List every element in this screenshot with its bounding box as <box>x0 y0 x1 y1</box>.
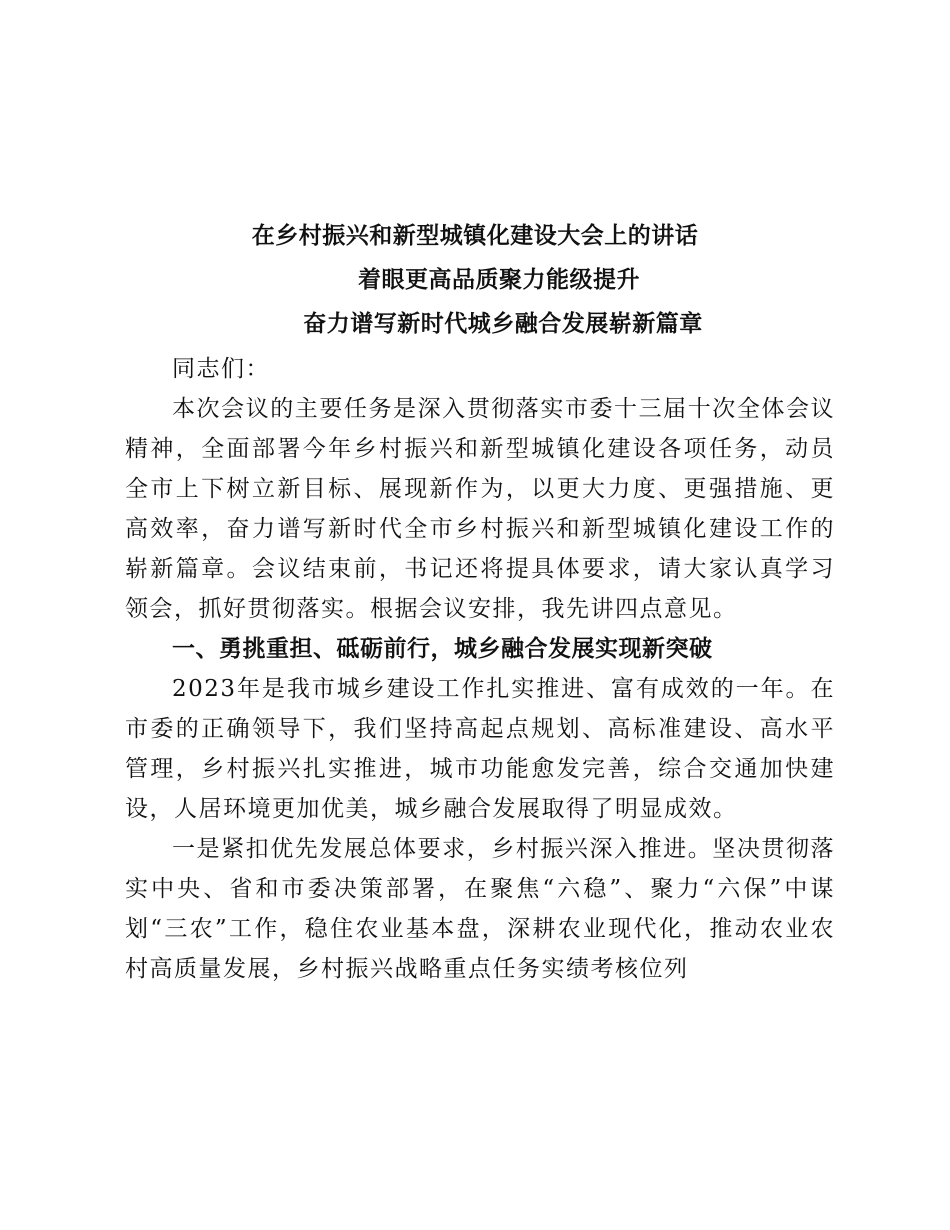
title-block <box>0 214 950 346</box>
section1-paragraph-2: 一是紧扣优先发展总体要求，乡村振兴深入推进。坚决贯彻落实中央、省和市委决策部署，在聚焦“六稳”、聚力“六保”中谋划“三农”工作，稳住农业基本盘，深耕农业现代化，推动农业农村高质量发展，乡村振兴战略重点任务实绩考核位列 <box>125 836 835 982</box>
intro-paragraph: 本次会议的主要任务是深入贯彻落实市委十三届十次全体会议精神，全面部署今年乡村振兴和新型城镇化建设各项任务，动员全市上下树立新目标、展现新作为，以更大力度、更强措施、更高效率，奋力谱写新时代全市乡村振兴和新型城镇化建设工作的崭新篇章。会议结束前，书记还将提具体要求，请大家认真学习领会，抓好贯彻落实。根据会议安排，我先讲四点意见。 <box>125 396 835 622</box>
subtitle-line-2: 奋力谱写新时代城乡融合发展崭新篇章 <box>303 310 703 337</box>
main-title: 在乡村振兴和新型城镇化建设大会上的讲话 <box>251 222 699 249</box>
salutation: 同志们： <box>172 356 270 382</box>
subtitle-line-1: 着眼更高品质聚力能级提升 <box>358 266 640 293</box>
section1-paragraph-1: 2023年是我市城乡建设工作扎实推进、富有成效的一年。在市委的正确领导下，我们坚持高起点规划、高标准建设、高水平管理，乡村振兴扎实推进，城市功能愈发完善，综合交通加快建设，人居环境更加优美，城乡融合发展取得了明显成效。 <box>125 676 835 822</box>
body-text <box>125 349 835 989</box>
section-heading-1: 一、勇挑重担、砥砺前行，城乡融合发展实现新突破 <box>172 636 713 662</box>
